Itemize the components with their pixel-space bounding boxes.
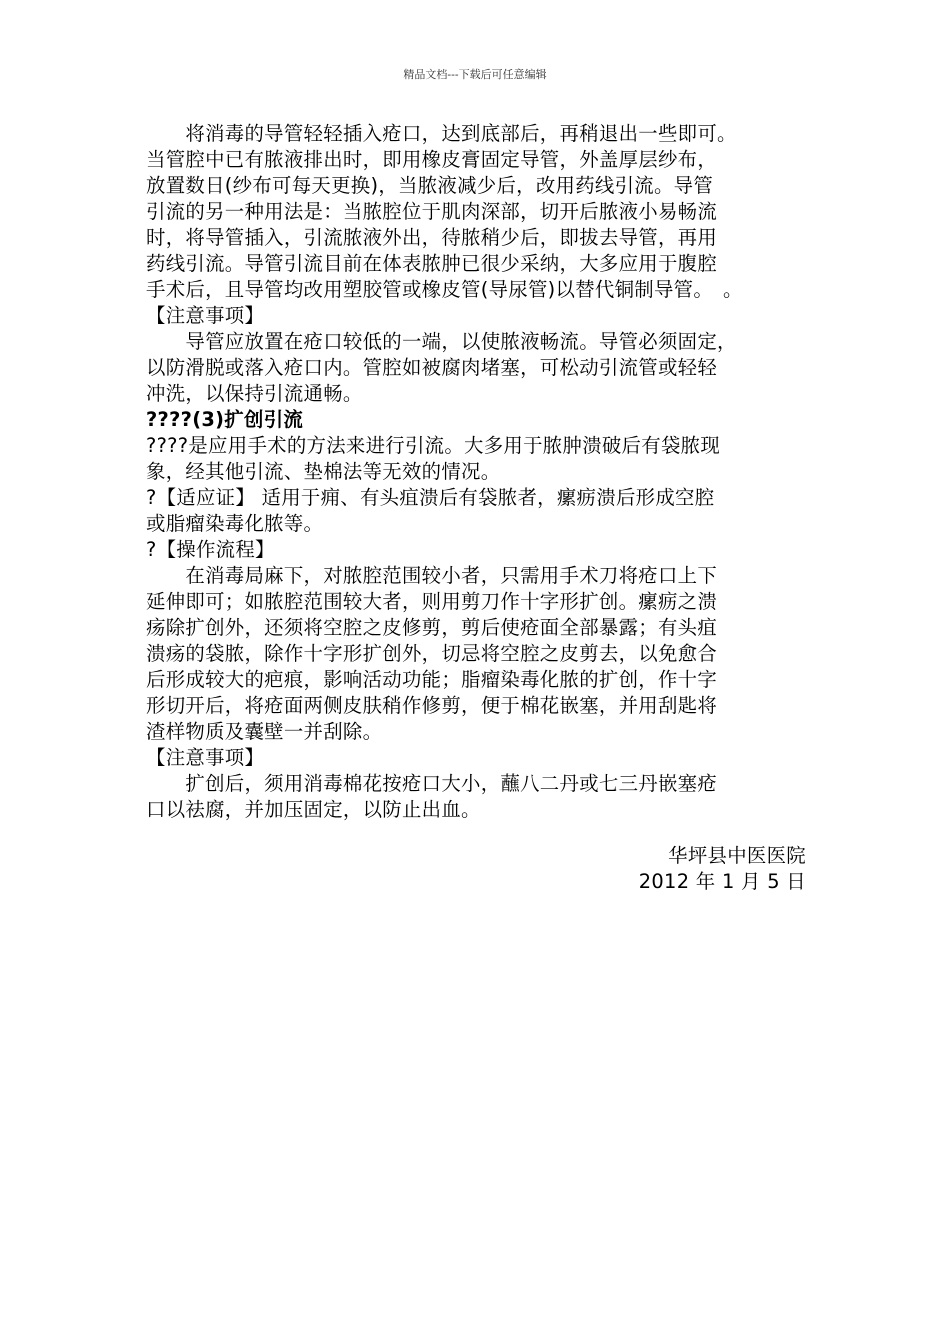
text-line: 后形成较大的疤痕，影响活动功能；脂瘤染毒化脓的扩创，作十字 — [146, 668, 718, 691]
text-line: 象，经其他引流、垫棉法等无效的情况。 — [146, 460, 501, 483]
text-line: 时，将导管插入，引流脓液外出，待脓稍少后，即拔去导管，再用 — [146, 226, 718, 249]
spacer — [146, 823, 816, 843]
text-line: 溃疡的袋脓，除作十字形扩创外，切忌将空腔之皮剪去，以免愈合 — [146, 642, 718, 665]
text-line: 形切开后，将疮面两侧皮肤稍作修剪，便于棉花嵌塞，并用刮匙将 — [146, 694, 718, 717]
text-line: 在消毒局麻下，对脓腔范围较小者，只需用手术刀将疮口上下 — [146, 564, 718, 587]
signature-date: 2012 年 1 月 5 日 — [638, 870, 806, 893]
text-line: ????是应用手术的方法来进行引流。大多用于脓肿溃破后有袋脓现 — [146, 434, 721, 457]
text-line: 疡除扩创外，还须将空腔之皮修剪，剪后使疮面全部暴露；有头疽 — [146, 616, 718, 639]
text-line: 以防滑脱或落入疮口内。管腔如被腐肉堵塞，可松动引流管或轻轻 — [146, 356, 718, 379]
text-line: 冲洗，以保持引流通畅。 — [146, 382, 363, 405]
text-line: 导管应放置在疮口较低的一端，以使脓液畅流。导管必须固定， — [146, 330, 737, 353]
text-line: 延伸即可；如脓腔范围较大者，则用剪刀作十字形扩创。瘰疬之溃 — [146, 590, 718, 613]
page-header: 精品文档---下载后可任意编辑 — [403, 68, 547, 81]
text-line: 将消毒的导管轻轻插入疮口，达到底部后，再稍退出一些即可。 — [146, 122, 737, 145]
section-heading-debridement: ????(3)扩创引流 — [146, 408, 304, 431]
text-line: 手术后，且导管均改用塑胶管或橡皮管(导尿管)以替代铜制导管。 。 — [146, 278, 743, 301]
text-line: 口以祛腐，并加压固定，以防止出血。 — [146, 798, 481, 821]
text-line: 扩创后，须用消毒棉花按疮口大小，蘸八二丹或七三丹嵌塞疮 — [146, 772, 718, 795]
text-line: ?【适应证】 适用于痈、有头疽溃后有袋脓者，瘰疬溃后形成空腔 — [146, 486, 715, 509]
signature-organization: 华坪县中医医院 — [668, 844, 806, 867]
section-heading-procedure: ?【操作流程】 — [146, 538, 275, 561]
text-line: 放置数日(纱布可每天更换)，当脓液减少后，改用药线引流。导管 — [146, 174, 714, 197]
section-heading-precautions: 【注意事项】 — [146, 304, 265, 327]
document-body — [146, 121, 816, 895]
text-line: 或脂瘤染毒化脓等。 — [146, 512, 324, 535]
text-line: 引流的另一种用法是：当脓腔位于肌肉深部，切开后脓液小易畅流 — [146, 200, 718, 223]
text-line: 当管腔中已有脓液排出时，即用橡皮膏固定导管，外盖厚层纱布， — [146, 148, 718, 171]
text-line: 药线引流。导管引流目前在体表脓肿已很少采纳，大多应用于腹腔 — [146, 252, 718, 275]
text-line: 渣样物质及囊壁一并刮除。 — [146, 720, 383, 743]
section-heading-precautions: 【注意事项】 — [146, 746, 265, 769]
